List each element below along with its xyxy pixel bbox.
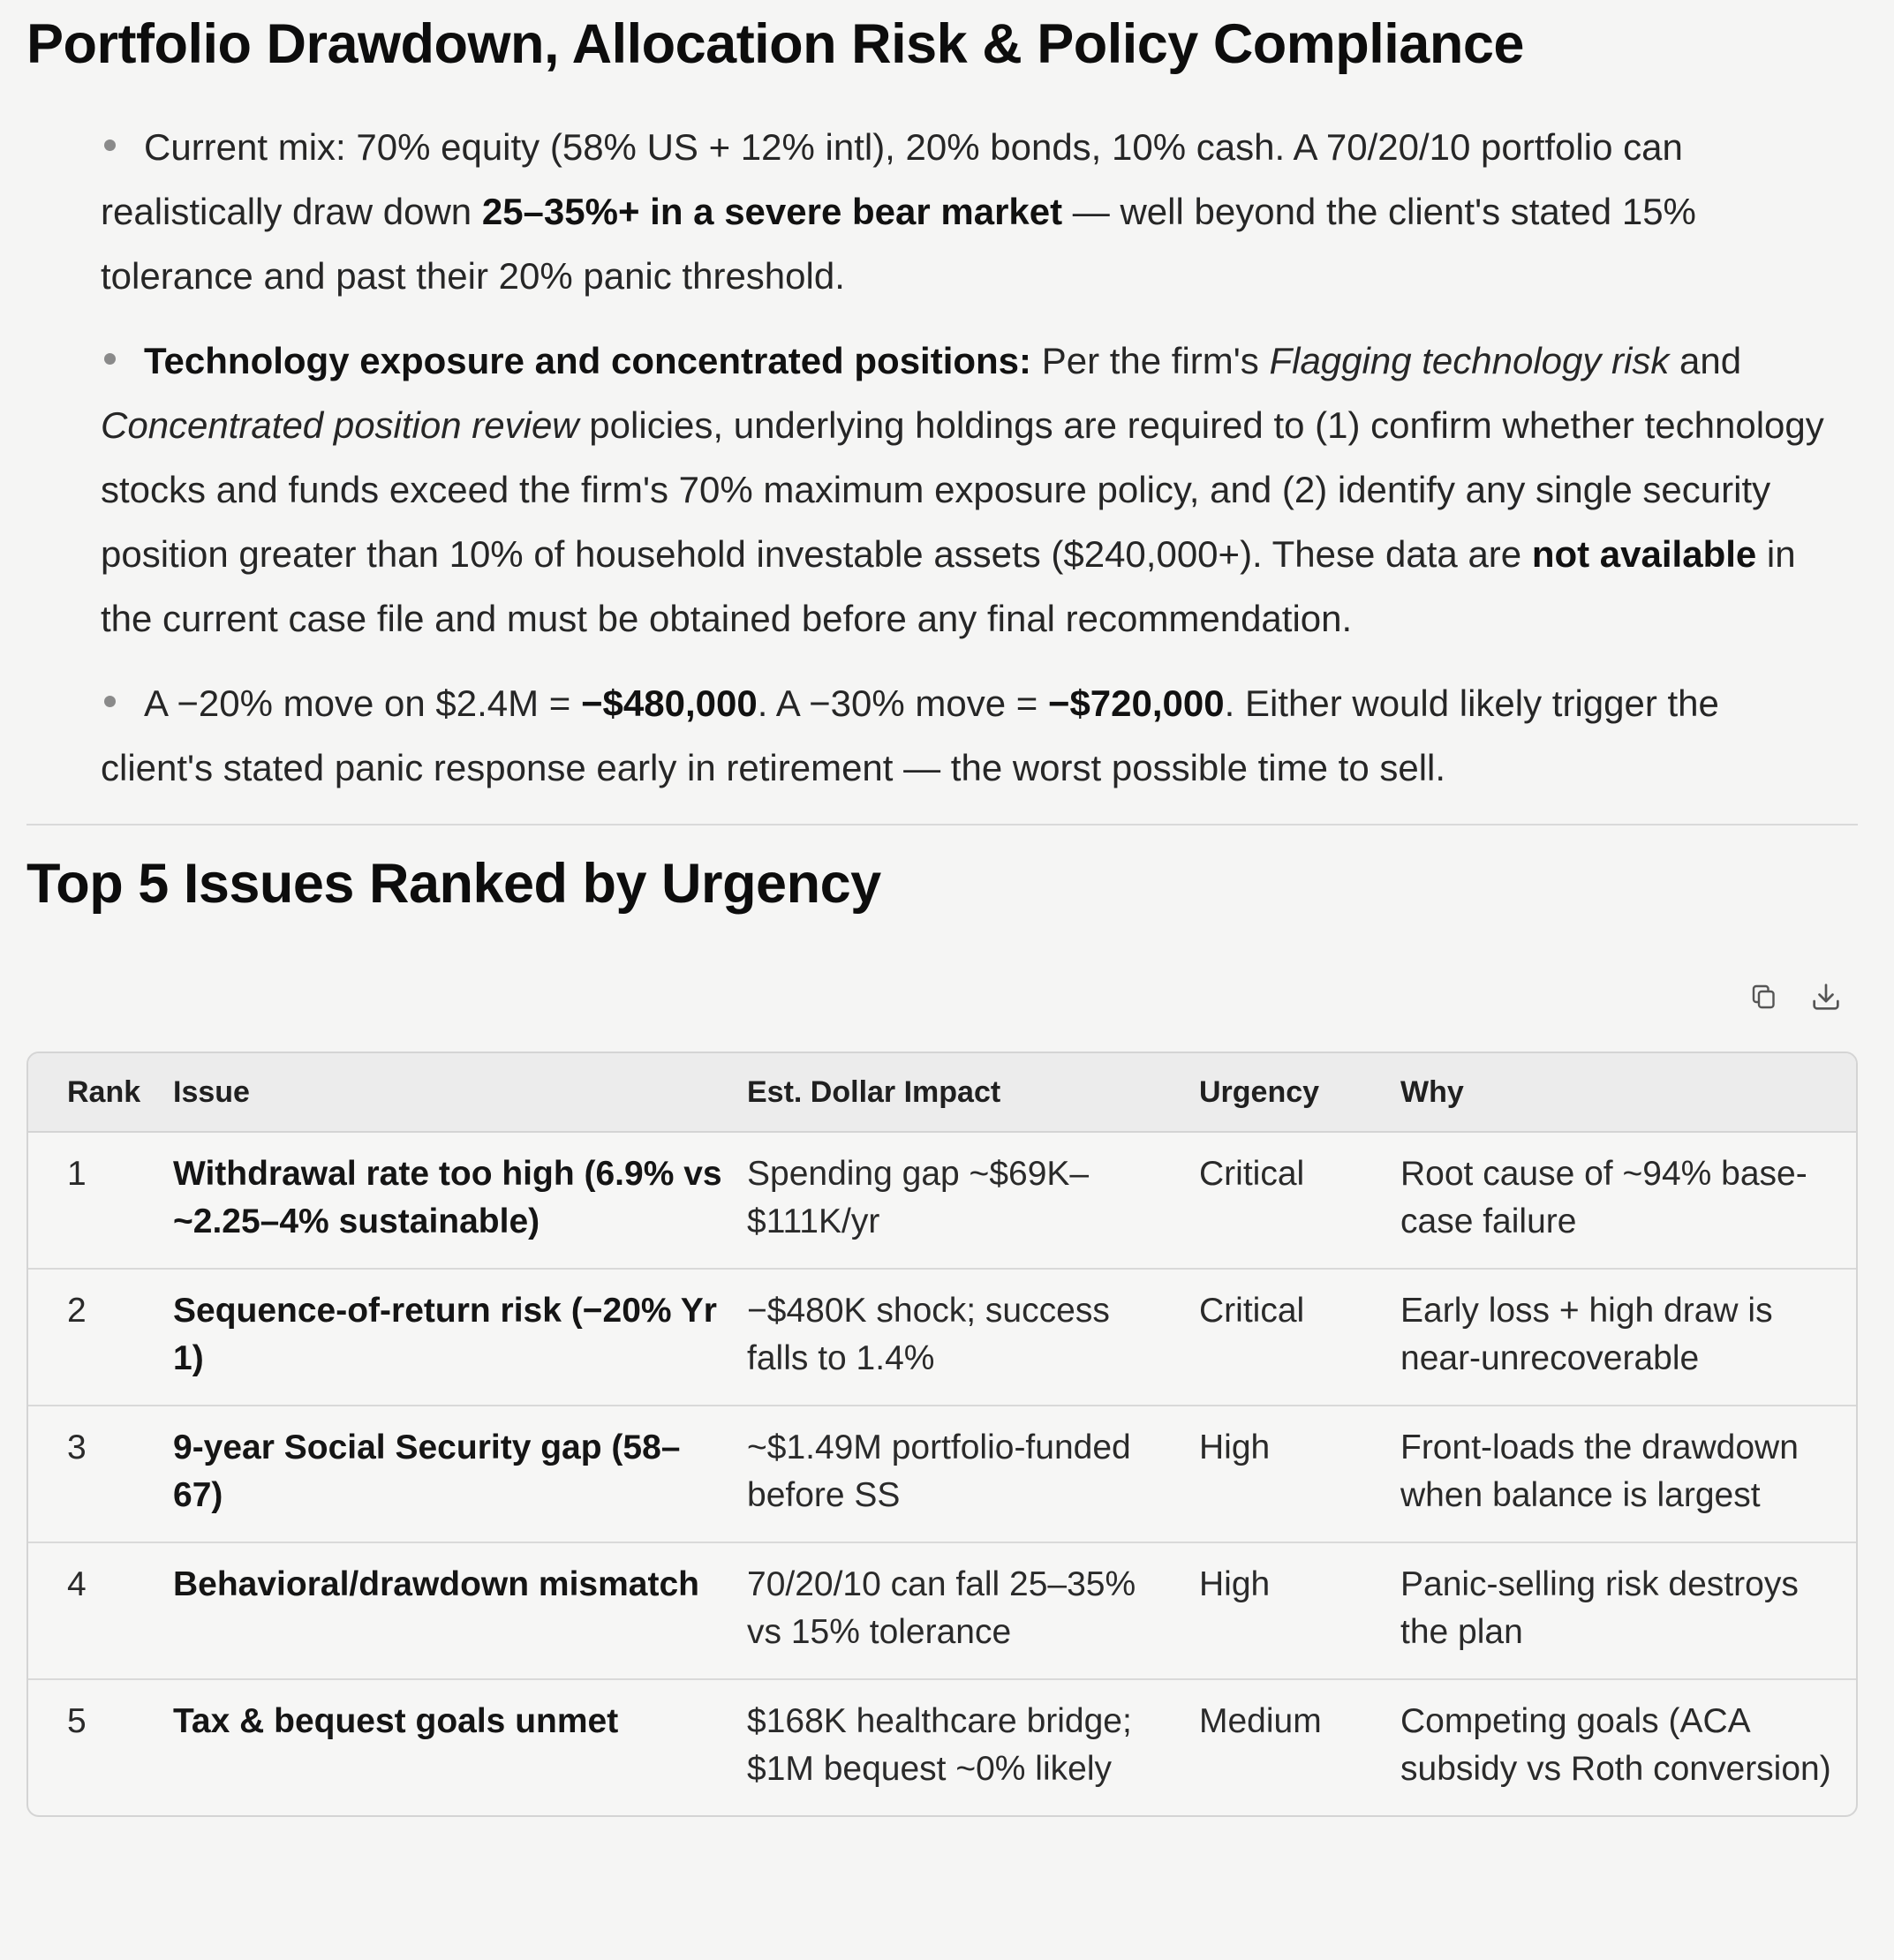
cell-why: Root cause of ~94% base-case failure [1397,1132,1856,1269]
copy-icon[interactable] [1745,977,1784,1016]
cell-why: Competing goals (ACA subsidy vs Roth conversion) [1400,1702,1831,1788]
cell-why: Panic-selling risk destroys the plan [1397,1542,1856,1679]
cell-rank: 5 [67,1702,87,1740]
column-header-issue: Issue [170,1053,743,1132]
bullet-dot-icon [104,139,116,151]
cell-issue: Tax & bequest goals unmet [173,1702,619,1740]
content-page [26,0,1858,1817]
cell-urgency: High [1196,1542,1397,1679]
text-run: . A −30% move = [757,682,1048,724]
cell-impact: $168K healthcare bridge; $1M bequest ~0% likely [747,1702,1132,1788]
cell-impact: −$480K shock; success falls to 1.4% [743,1269,1196,1406]
bullet-item [101,671,1858,800]
bullet-text [101,340,1824,639]
text-run: and [1669,340,1742,381]
bold-text: 25–35%+ in a severe bear market [481,191,1063,232]
section-heading-drawdown: Portfolio Drawdown, Allocation Risk & Policy Compliance [26,13,1524,75]
text-run: . Either would likely trigger the client's stated panic response early in retirement — the worst possible time to sell. [101,682,1719,788]
text-run: in the current case file and must be obtained before any final recommendation. [101,533,1796,639]
bullet-dot-icon [104,353,116,365]
bullet-text [101,682,1719,788]
cell-issue: Withdrawal rate too high (6.9% vs ~2.25–4% sustainable) [170,1132,743,1269]
bold-text: not available [1531,533,1757,575]
cell-rank: 2 [28,1269,170,1406]
download-icon[interactable] [1807,977,1845,1016]
column-header-rank: Rank [28,1053,170,1132]
cell-impact: 70/20/10 can fall 25–35% vs 15% tolerance [743,1542,1196,1679]
cell-issue: Behavioral/drawdown mismatch [170,1542,743,1679]
cell-urgency: Medium [1199,1702,1322,1740]
bullet-text [101,126,1696,297]
table-header-row [28,1053,1856,1132]
bullet-item [101,115,1858,308]
table-row [28,1132,1856,1269]
table-row [28,1269,1856,1406]
cell-rank: 4 [28,1542,170,1679]
cell-impact: ~$1.49M portfolio-funded before SS [743,1406,1196,1542]
text-run: Per the firm's [1031,340,1270,381]
italic-text: Flagging technology risk [1269,340,1670,381]
cell-issue: Sequence-of-return risk (−20% Yr 1) [170,1269,743,1406]
table-toolbar [26,970,1858,1023]
cell-urgency: Critical [1196,1132,1397,1269]
italic-text: Concentrated position review [101,404,579,446]
issues-table-container [26,1052,1858,1817]
column-header-impact: Est. Dollar Impact [743,1053,1196,1132]
bold-text: −$720,000 [1047,682,1225,724]
text-run: — well beyond the client's stated 15% tolerance and past their 20% panic threshold. [101,191,1696,297]
cell-why: Front-loads the drawdown when balance is largest [1397,1406,1856,1542]
cell-impact: Spending gap ~$69K–$111K/yr [743,1132,1196,1269]
bullet-dot-icon [104,696,116,707]
section-divider [26,824,1858,825]
text-run: policies, underlying holdings are required to (1) confirm whether technology stocks and funds exceed the firm's 70% maximum exposure policy, and (2) identify any single security position greater than 10% of household investable assets ($240,000+). These data are [101,404,1824,575]
cell-urgency: High [1196,1406,1397,1542]
drawdown-bullet-list [26,115,1858,800]
text-run: A −20% move on $2.4M = [144,682,581,724]
table-row [28,1679,1856,1815]
column-header-urgency: Urgency [1196,1053,1397,1132]
bold-text: −$480,000 [580,682,758,724]
text-run: Current mix: 70% equity (58% US + 12% intl), 20% bonds, 10% cash. A 70/20/10 portfolio can realistically draw down [101,126,1683,232]
cell-issue: 9-year Social Security gap (58–67) [170,1406,743,1542]
cell-rank: 1 [28,1132,170,1269]
section-heading-top-issues: Top 5 Issues Ranked by Urgency [26,853,881,915]
cell-rank: 3 [28,1406,170,1542]
bold-text: Technology exposure and concentrated positions: [144,340,1032,381]
issues-table [28,1053,1856,1815]
column-header-why: Why [1397,1053,1856,1132]
table-row [28,1406,1856,1542]
cell-why: Early loss + high draw is near-unrecoverable [1397,1269,1856,1406]
bullet-item [101,328,1858,651]
table-row [28,1542,1856,1679]
cell-urgency: Critical [1196,1269,1397,1406]
